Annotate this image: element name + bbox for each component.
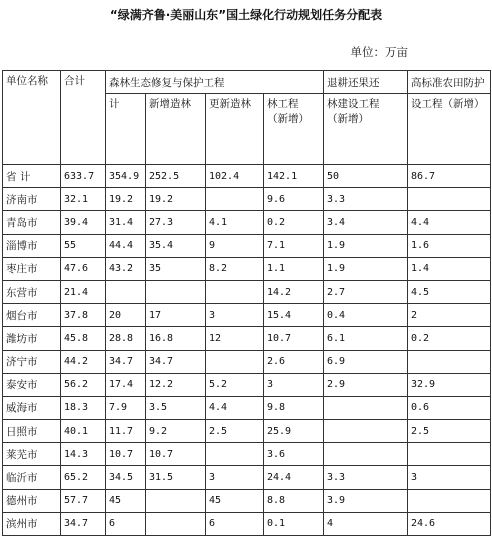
cell-orchard: 8.8 <box>264 489 324 512</box>
cell-farm: 6.9 <box>324 350 408 373</box>
header-sub-renew: 更新造林 <box>206 94 264 165</box>
cell-ji: 354.9 <box>106 165 146 188</box>
cell-total: 14.3 <box>61 443 106 466</box>
cell-farm: 3.3 <box>324 188 408 211</box>
cell-orchard: 1.1 <box>264 257 324 280</box>
cell-name: 枣庄市 <box>3 257 61 280</box>
cell-total: 40.1 <box>61 420 106 443</box>
cell-new <box>146 280 206 303</box>
cell-farm: 2.9 <box>324 373 408 396</box>
cell-orchard: 9.6 <box>264 188 324 211</box>
cell-farm: 50 <box>324 165 408 188</box>
cell-ji: 11.7 <box>106 420 146 443</box>
cell-renew: 5.2 <box>206 373 264 396</box>
cell-farm: 1.9 <box>324 234 408 257</box>
cell-name: 烟台市 <box>3 304 61 327</box>
cell-new: 252.5 <box>146 165 206 188</box>
table-row <box>3 327 491 350</box>
table-row <box>3 512 491 535</box>
table-row <box>3 420 491 443</box>
cell-name: 莱芜市 <box>3 443 61 466</box>
cell-new: 3.5 <box>146 396 206 419</box>
table-row <box>3 489 491 512</box>
cell-new: 19.2 <box>146 188 206 211</box>
table-row <box>3 211 491 234</box>
cell-new: 34.7 <box>146 350 206 373</box>
cell-name: 泰安市 <box>3 373 61 396</box>
cell-renew: 102.4 <box>206 165 264 188</box>
cell-corridor: 32.9 <box>408 373 491 396</box>
cell-renew: 9 <box>206 234 264 257</box>
cell-corridor: 3 <box>408 466 491 489</box>
cell-total: 32.1 <box>61 188 106 211</box>
unit-label: 单位：万亩 <box>350 45 408 59</box>
header-high-std-farm-2: 林建设工程 （新增） <box>324 94 408 165</box>
cell-corridor <box>408 489 491 512</box>
cell-orchard: 7.1 <box>264 234 324 257</box>
cell-corridor: 1.6 <box>408 234 491 257</box>
cell-farm: 0.4 <box>324 304 408 327</box>
cell-corridor: 0.2 <box>408 327 491 350</box>
cell-total: 34.7 <box>61 512 106 535</box>
cell-new: 35.4 <box>146 234 206 257</box>
cell-renew <box>206 443 264 466</box>
cell-renew: 45 <box>206 489 264 512</box>
cell-ji: 17.4 <box>106 373 146 396</box>
cell-ji: 45 <box>106 489 146 512</box>
cell-total: 44.2 <box>61 350 106 373</box>
cell-total: 21.4 <box>61 280 106 303</box>
header-sub-new: 新增造林 <box>146 94 206 165</box>
cell-new: 17 <box>146 304 206 327</box>
cell-name: 德州市 <box>3 489 61 512</box>
cell-ji: 44.4 <box>106 234 146 257</box>
header-row-1 <box>3 71 491 94</box>
cell-corridor: 0.6 <box>408 396 491 419</box>
cell-new: 35 <box>146 257 206 280</box>
cell-new: 31.5 <box>146 466 206 489</box>
cell-corridor: 2 <box>408 304 491 327</box>
cell-ji: 31.4 <box>106 211 146 234</box>
cell-corridor: 4.5 <box>408 280 491 303</box>
cell-new <box>146 489 206 512</box>
header-corridor-2: 设工程（新增） <box>408 94 491 165</box>
cell-ji: 19.2 <box>106 188 146 211</box>
cell-ji: 34.7 <box>106 350 146 373</box>
cell-total: 37.8 <box>61 304 106 327</box>
cell-farm <box>324 420 408 443</box>
cell-orchard: 14.2 <box>264 280 324 303</box>
cell-orchard: 3.6 <box>264 443 324 466</box>
cell-orchard: 15.4 <box>264 304 324 327</box>
cell-orchard: 9.8 <box>264 396 324 419</box>
table-row <box>3 466 491 489</box>
cell-renew: 12 <box>206 327 264 350</box>
cell-corridor <box>408 350 491 373</box>
cell-new: 10.7 <box>146 443 206 466</box>
cell-orchard: 0.2 <box>264 211 324 234</box>
cell-name: 临沂市 <box>3 466 61 489</box>
cell-farm <box>324 396 408 419</box>
header-total: 合计 <box>61 71 106 165</box>
header-unit-name: 单位名称 <box>3 71 61 165</box>
allocation-table <box>2 70 491 536</box>
cell-ji: 28.8 <box>106 327 146 350</box>
cell-corridor: 2.5 <box>408 420 491 443</box>
table-row <box>3 304 491 327</box>
table-row <box>3 280 491 303</box>
cell-farm <box>324 443 408 466</box>
table-row <box>3 165 491 188</box>
page-title: “绿满齐鲁·美丽山东”国土绿化行动规划任务分配表 <box>109 8 383 22</box>
table-row <box>3 350 491 373</box>
cell-renew: 3 <box>206 466 264 489</box>
cell-total: 57.7 <box>61 489 106 512</box>
cell-total: 18.3 <box>61 396 106 419</box>
cell-renew: 4.4 <box>206 396 264 419</box>
cell-renew: 6 <box>206 512 264 535</box>
cell-corridor: 24.6 <box>408 512 491 535</box>
cell-orchard: 0.1 <box>264 512 324 535</box>
cell-name: 日照市 <box>3 420 61 443</box>
cell-new <box>146 512 206 535</box>
table-row <box>3 234 491 257</box>
cell-total: 633.7 <box>61 165 106 188</box>
header-return-orchard-2: 林工程 （新增） <box>264 94 324 165</box>
cell-name: 潍坊市 <box>3 327 61 350</box>
cell-orchard: 142.1 <box>264 165 324 188</box>
cell-ji <box>106 280 146 303</box>
cell-name: 青岛市 <box>3 211 61 234</box>
cell-ji: 10.7 <box>106 443 146 466</box>
cell-total: 55 <box>61 234 106 257</box>
cell-renew: 8.2 <box>206 257 264 280</box>
cell-new: 27.3 <box>146 211 206 234</box>
cell-name: 济宁市 <box>3 350 61 373</box>
cell-new: 16.8 <box>146 327 206 350</box>
cell-name: 东营市 <box>3 280 61 303</box>
cell-ji: 7.9 <box>106 396 146 419</box>
cell-renew: 4.1 <box>206 211 264 234</box>
cell-farm: 6.1 <box>324 327 408 350</box>
cell-renew <box>206 188 264 211</box>
table-row <box>3 188 491 211</box>
cell-orchard: 3 <box>264 373 324 396</box>
cell-orchard: 10.7 <box>264 327 324 350</box>
cell-farm: 1.9 <box>324 257 408 280</box>
cell-ji: 43.2 <box>106 257 146 280</box>
table-row <box>3 443 491 466</box>
cell-total: 65.2 <box>61 466 106 489</box>
cell-name: 淄博市 <box>3 234 61 257</box>
cell-renew <box>206 280 264 303</box>
header-high-std-farm: 高标准农田防护 <box>408 71 491 94</box>
header-forest-eco: 森林生态修复与保护工程 <box>106 71 324 94</box>
cell-farm: 3.4 <box>324 211 408 234</box>
cell-renew: 3 <box>206 304 264 327</box>
cell-ji: 6 <box>106 512 146 535</box>
table-row <box>3 396 491 419</box>
cell-orchard: 2.6 <box>264 350 324 373</box>
cell-orchard: 24.4 <box>264 466 324 489</box>
cell-corridor: 4.4 <box>408 211 491 234</box>
cell-total: 39.4 <box>61 211 106 234</box>
cell-corridor: 1.4 <box>408 257 491 280</box>
cell-renew: 2.5 <box>206 420 264 443</box>
cell-corridor: 86.7 <box>408 165 491 188</box>
cell-name: 威海市 <box>3 396 61 419</box>
cell-farm: 4 <box>324 512 408 535</box>
table-body <box>3 71 491 536</box>
cell-name: 省 计 <box>3 165 61 188</box>
cell-total: 47.6 <box>61 257 106 280</box>
cell-renew <box>206 350 264 373</box>
cell-total: 45.8 <box>61 327 106 350</box>
header-return-orchard: 退耕还果还 <box>324 71 408 94</box>
header-sub-ji: 计 <box>106 94 146 165</box>
table-row <box>3 373 491 396</box>
cell-farm: 3.3 <box>324 466 408 489</box>
cell-name: 滨州市 <box>3 512 61 535</box>
cell-orchard: 25.9 <box>264 420 324 443</box>
cell-farm: 2.7 <box>324 280 408 303</box>
cell-total: 56.2 <box>61 373 106 396</box>
table-row <box>3 257 491 280</box>
cell-new: 12.2 <box>146 373 206 396</box>
cell-ji: 20 <box>106 304 146 327</box>
cell-ji: 34.5 <box>106 466 146 489</box>
cell-corridor <box>408 443 491 466</box>
cell-name: 济南市 <box>3 188 61 211</box>
cell-new: 9.2 <box>146 420 206 443</box>
cell-corridor <box>408 188 491 211</box>
cell-farm: 3.9 <box>324 489 408 512</box>
